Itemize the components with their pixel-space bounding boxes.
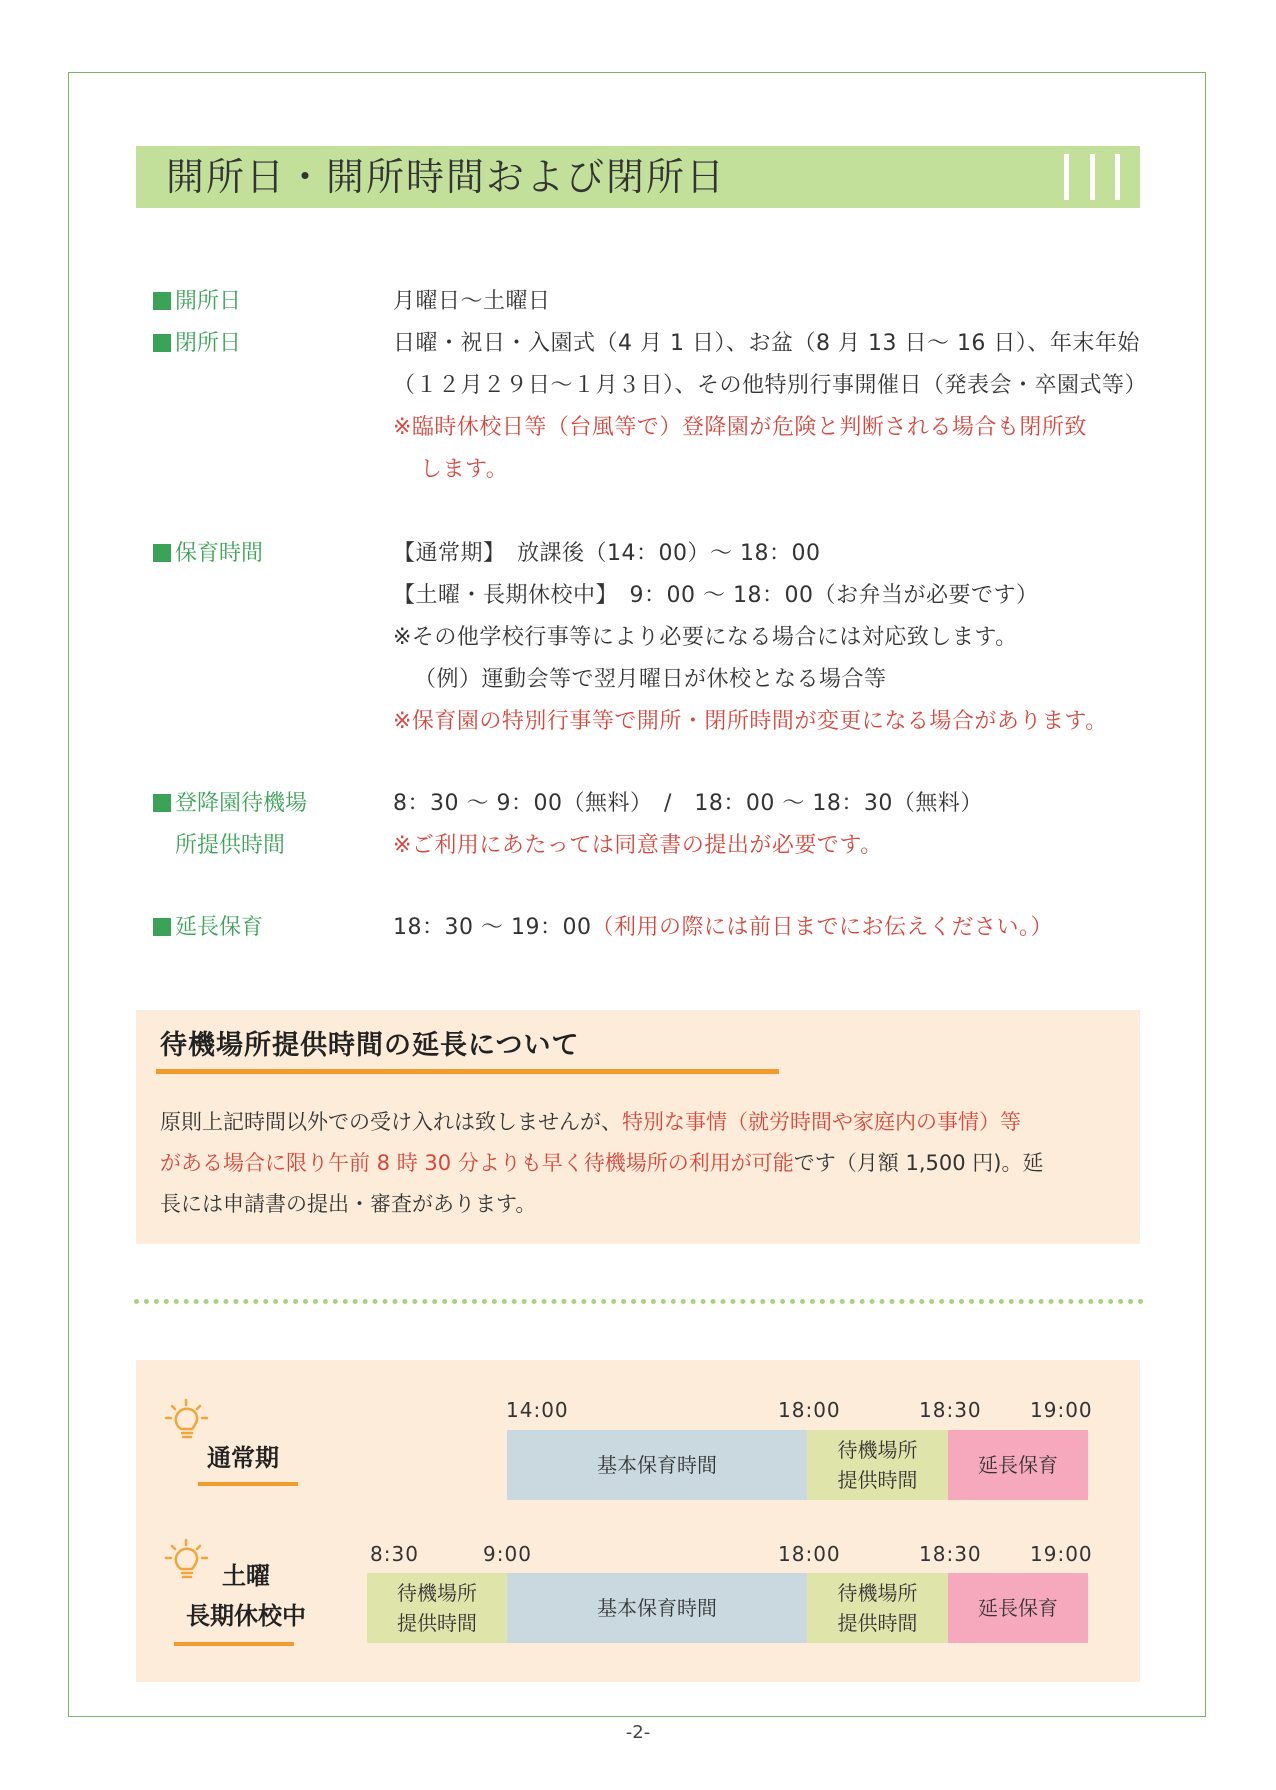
waiting-hours-note: ※ご利用にあたっては同意書の提出が必要です。 [393, 833, 883, 858]
info-line-2: がある場合に限り午前 8 時 30 分よりも早く待機場所の利用が可能です（月額 1,500 円)。延 [160, 1151, 1044, 1175]
row-underline [198, 1482, 298, 1486]
label-waiting-hours: 登降園待機場 所提供時間 [153, 783, 307, 867]
waiting-hours-text: 8：30 ～ 9：00（無料） / 18：00 ～ 18：30（無料） [393, 791, 983, 816]
green-square-icon [153, 334, 171, 352]
row-underline [174, 1642, 294, 1646]
closed-days-note-2: します。 [420, 457, 509, 482]
care-hours-line-4: （例）運動会等で翌月曜日が休校となる場合等 [414, 667, 887, 692]
open-days-text: 月曜日～土曜日 [393, 289, 551, 314]
tick-label: 9:00 [483, 1542, 532, 1566]
tick-label: 19:00 [1030, 1542, 1093, 1566]
tick-label: 18:30 [919, 1542, 982, 1566]
care-hours-line-2: 【土曜・長期休校中】 9：00 ～ 18：00（お弁当が必要です） [393, 583, 1039, 608]
row-label-regular: 通常期 [207, 1444, 279, 1472]
label-open-days: 開所日 [153, 281, 241, 323]
label-care-hours: 保育時間 [153, 533, 263, 575]
dotted-divider [134, 1299, 1144, 1304]
closed-days-note-1: ※臨時休校日等（台風等で）登降園が危険と判断される場合も閉所致 [393, 415, 1087, 440]
segment-waiting-place: 待機場所 提供時間 [807, 1573, 948, 1643]
care-hours-note: ※保育園の特別行事等で開所・閉所時間が変更になる場合があります。 [393, 709, 1108, 734]
info-line-3: 長には申請書の提出・審査があります。 [160, 1192, 537, 1216]
segment-waiting-place: 待機場所 提供時間 [367, 1573, 507, 1643]
green-square-icon [153, 918, 171, 936]
tick-label: 14:00 [506, 1398, 569, 1422]
info-title-underline [156, 1069, 779, 1074]
tick-label: 19:00 [1030, 1398, 1093, 1422]
segment-basic-care: 基本保育時間 [507, 1430, 807, 1500]
closed-days-line-2: （１２月２９日～１月３日）、その他特別行事開催日（発表会・卒園式等） [393, 373, 1148, 398]
label-closed-days: 閉所日 [153, 323, 241, 365]
tick-label: 18:00 [778, 1398, 841, 1422]
tick-label: 18:30 [919, 1398, 982, 1422]
section-title-bar [136, 146, 1140, 208]
green-square-icon [153, 794, 171, 812]
row-label-saturday: 土曜 長期休校中 [186, 1562, 306, 1630]
label-extended-care: 延長保育 [153, 907, 263, 949]
tick-label: 18:00 [778, 1542, 841, 1566]
green-square-icon [153, 292, 171, 310]
segment-basic-care: 基本保育時間 [507, 1573, 807, 1643]
care-hours-line-3: ※その他学校行事等により必要になる場合には対応致します。 [393, 625, 1018, 650]
green-square-icon [153, 544, 171, 562]
info-line-1: 原則上記時間以外での受け入れは致しませんが、特別な事情（就労時間や家庭内の事情）等 [160, 1110, 1021, 1134]
extended-care-text: 18：30 ～ 19：00（利用の際には前日までにお伝えください。） [393, 915, 1053, 940]
care-hours-line-1: 【通常期】 放課後（14：00）～ 18：00 [393, 541, 821, 566]
schedule-box [136, 1360, 1140, 1682]
segment-extended-care: 延長保育 [948, 1430, 1088, 1500]
page-number: -2- [625, 1722, 651, 1743]
closed-days-line-1: 日曜・祝日・入園式（4 月 1 日）、お盆（8 月 13 日～ 16 日）、年末年始 [393, 331, 1140, 356]
extension-info-box [136, 1010, 1140, 1244]
segment-extended-care: 延長保育 [948, 1573, 1088, 1643]
segment-waiting-place: 待機場所 提供時間 [807, 1430, 948, 1500]
page-title: 開所日・開所時間および閉所日 [166, 155, 727, 199]
info-box-title: 待機場所提供時間の延長について [160, 1030, 580, 1061]
title-decoration [1064, 154, 1120, 200]
tick-label: 8:30 [370, 1542, 419, 1566]
